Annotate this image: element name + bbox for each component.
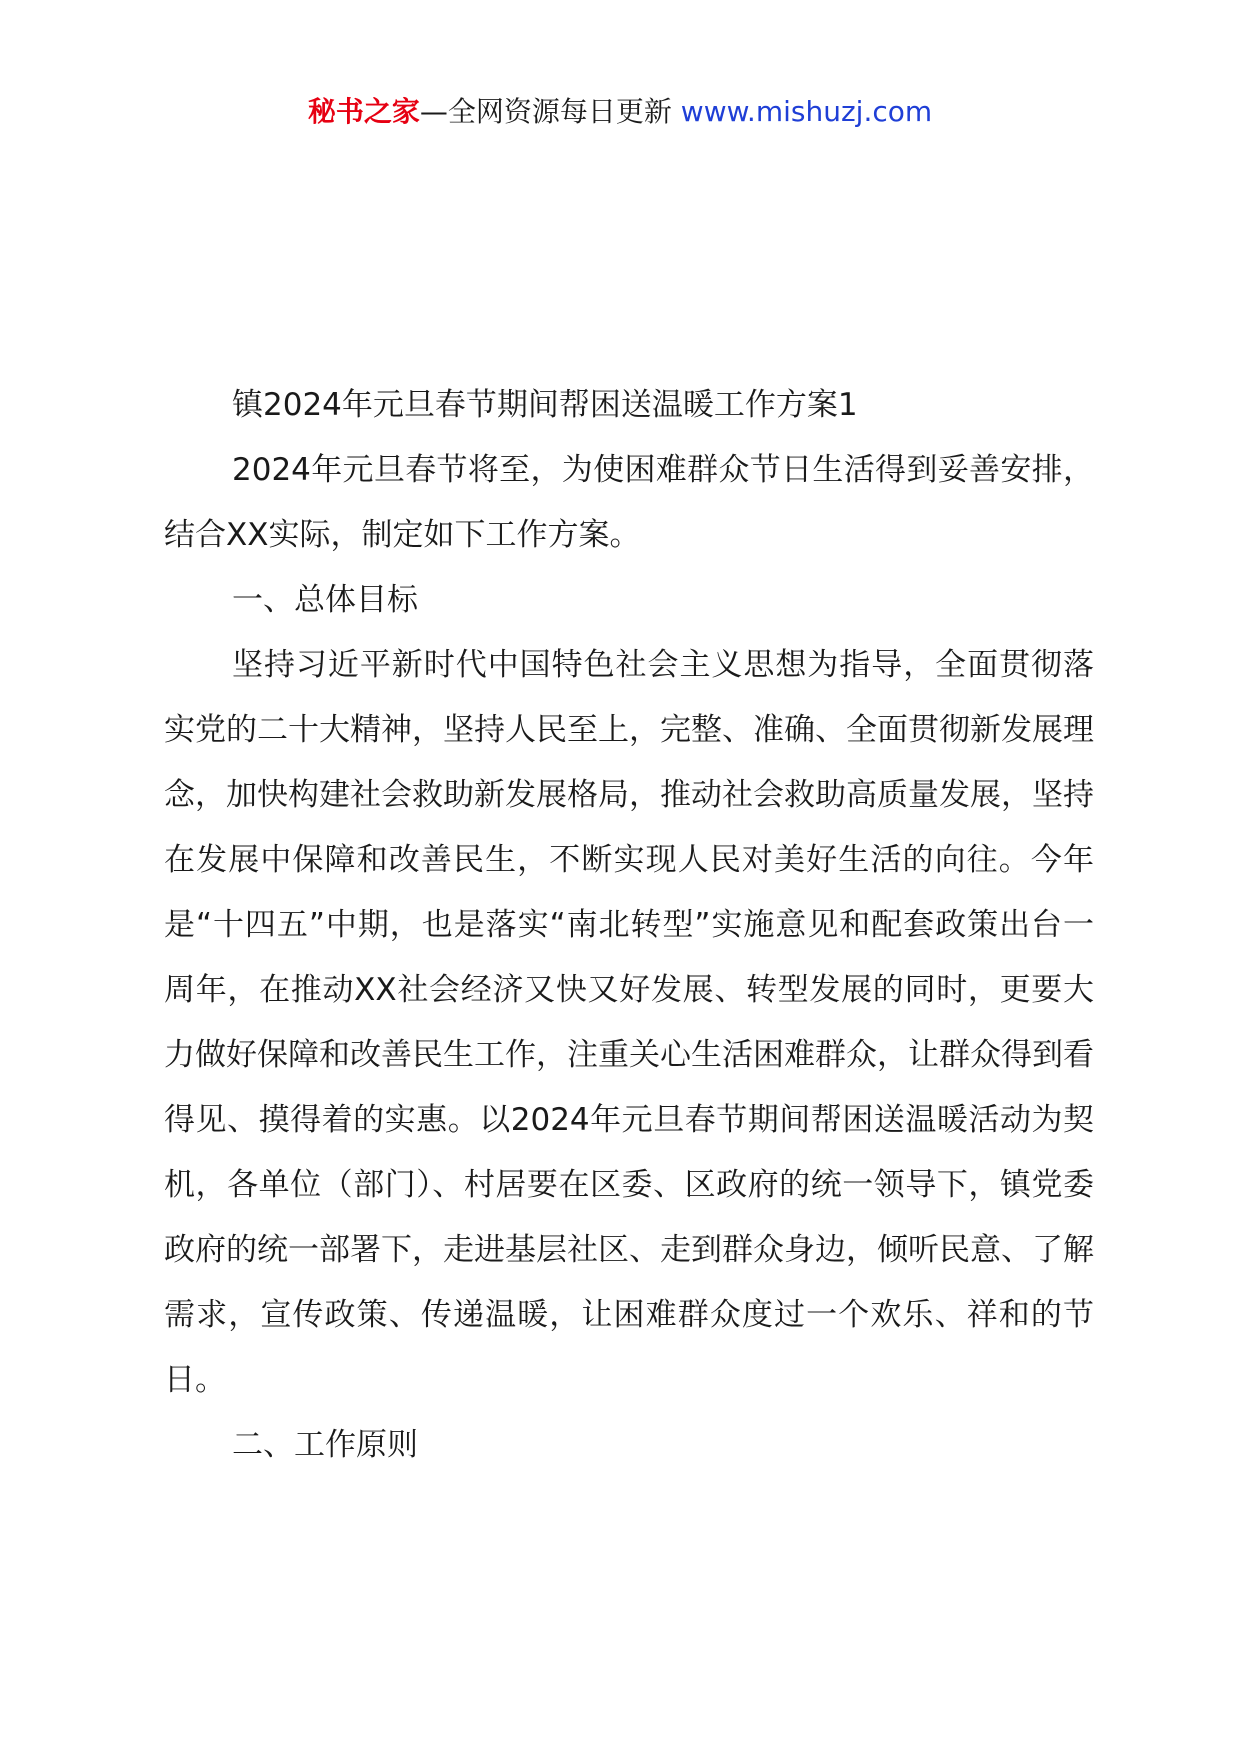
section-heading-overall-goal: 一、总体目标 [232, 582, 418, 618]
brand-name: 秘书之家 [307, 95, 420, 128]
page-header [0, 92, 1240, 132]
section-heading-work-principles: 二、工作原则 [232, 1427, 418, 1463]
intro-paragraph: 2024年元旦春节将至，为使困难群众节日生活得到妥善安排，结合XX实际，制定如下工作方案。 [164, 452, 1094, 553]
header-tagline: —全网资源每日更新 [419, 95, 672, 128]
document-body [164, 373, 1094, 1478]
site-url-link[interactable]: www.mishuzj.com [680, 95, 933, 128]
overall-goal-paragraph: 坚持习近平新时代中国特色社会主义思想为指导，全面贯彻落实党的二十大精神，坚持人民至上，完整、准确、全面贯彻新发展理念，加快构建社会救助新发展格局，推动社会救助高质量发展，坚持在发展中保障和改善民生，不断实现人民对美好生活的向往。今年是“十四五”中期，也是落实“南北转型”实施意见和配套政策出台一周年，在推动XX社会经济又快又好发展、转型发展的同时，更要大力做好保障和改善民生工作，注重关心生活困难群众，让群众得到看得见、摸得着的实惠。以2024年元旦春节期间帮困送温暖活动为契机，各单位（部门）、村居要在区委、区政府的统一领导下，镇党委政府的统一部署下，走进基层社区、走到群众身边，倾听民意、了解需求，宣传政策、传递温暖，让困难群众度过一个欢乐、祥和的节日。 [164, 647, 1094, 1398]
document-title: 镇2024年元旦春节期间帮困送温暖工作方案1 [232, 387, 858, 423]
